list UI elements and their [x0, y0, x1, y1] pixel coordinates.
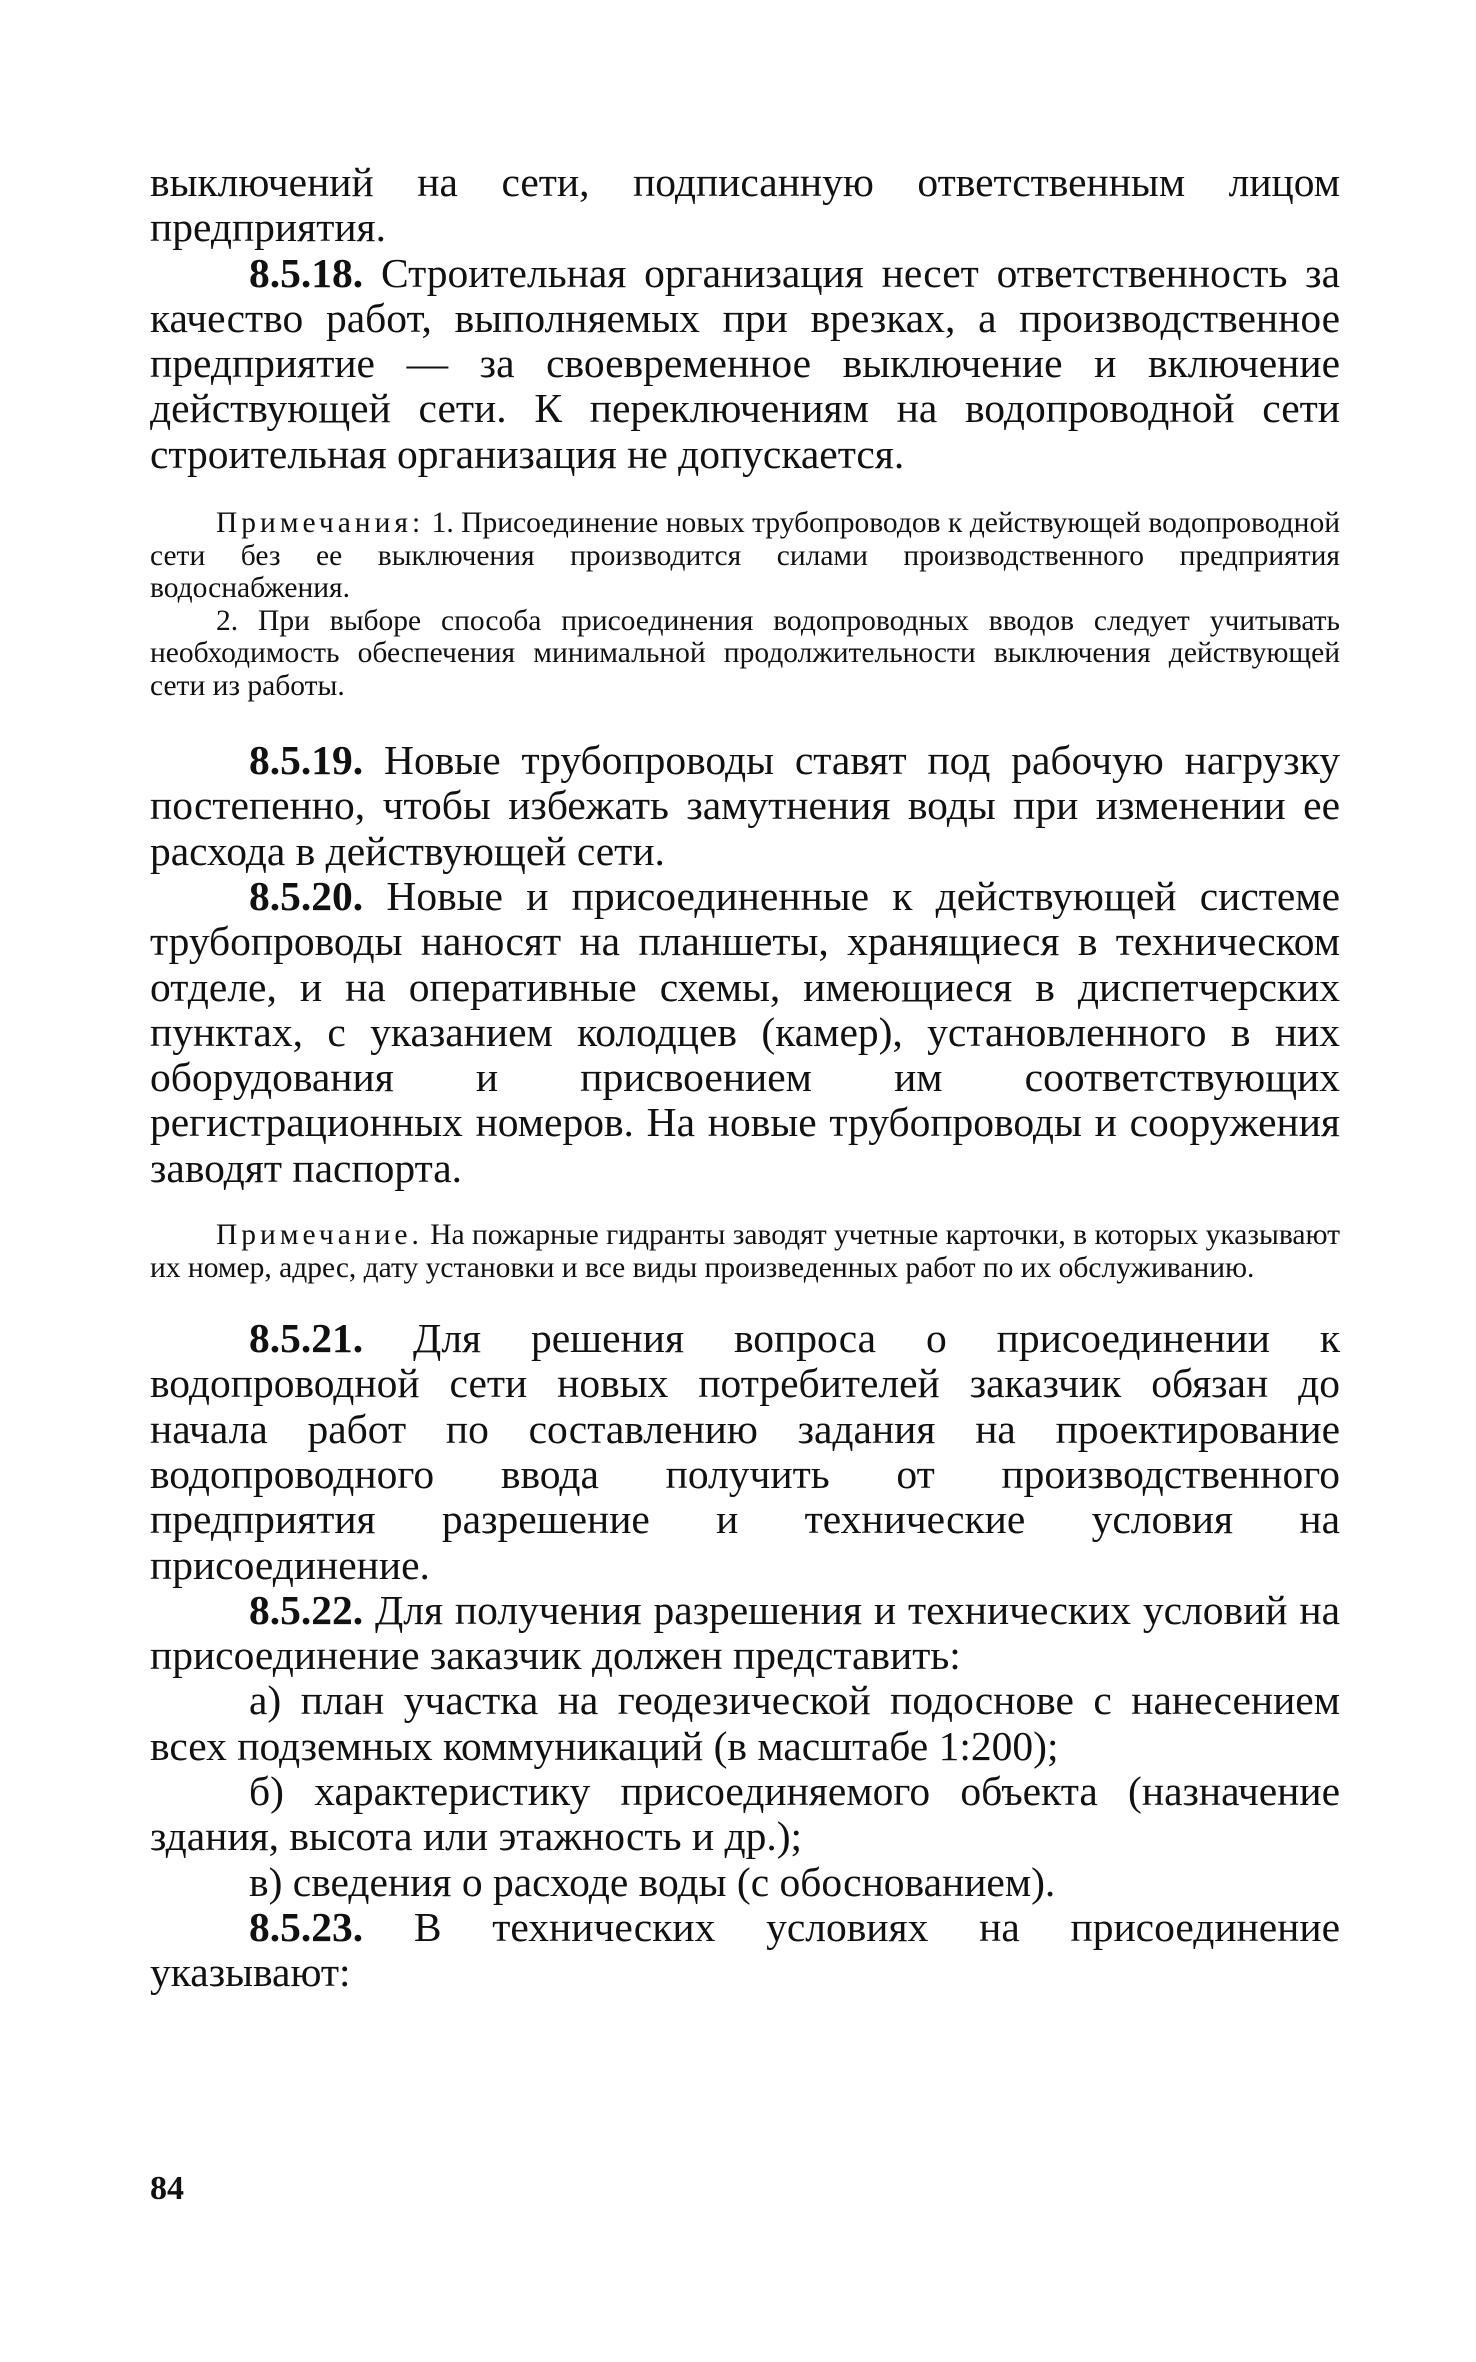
paragraph-intro: выключений на сети, подписанную ответственным лицом предприятия.: [150, 159, 1340, 251]
paragraph-8-5-20: [150, 874, 1340, 1191]
notes-block-1: [150, 507, 1340, 605]
section-number: 8.5.18.: [249, 249, 364, 296]
notes-label: Примечания:: [216, 507, 425, 540]
section-text: Новые трубопроводы ставят под рабочую нагрузку постепенно, чтобы избежать замутнения воды при изменении ее расхода в действующей сети.: [150, 737, 1340, 874]
paragraph-8-5-22: [150, 1588, 1340, 1679]
document-page: [150, 160, 1340, 1996]
section-number: 8.5.19.: [249, 737, 364, 784]
note-item-2: 2. При выборе способа присоединения водопроводных вводов следует учитывать необходимость обеспечения минимальной продолжительности выключения действующей сети из работы.: [150, 604, 1340, 702]
notes-block-2: [150, 1219, 1340, 1284]
section-text: Для решения вопроса о присоединении к водопроводной сети новых потребителей заказчик обязан до начала работ по составлению задания на проектирование водопроводного ввода получить от производственного предприятия разрешение и технические условия на присоединение.: [150, 1315, 1340, 1588]
page-number: 84: [150, 2170, 184, 2207]
list-item-a: а) план участка на геодезической подоснове с нанесением всех подземных коммуникаций (в масштабе 1:200);: [150, 1677, 1340, 1769]
section-number: 8.5.22.: [249, 1586, 364, 1633]
notes-label: Примечание.: [216, 1219, 423, 1252]
section-text: Новые и присоединенные к действующей системе трубопроводы наносят на планшеты, хранящиеся в техническом отделе, и на оперативные схемы, имеющиеся в диспетчерских пунктах, с указанием колодцев (камер), установленного в них оборудования и присвоением им соответствующих регистрационных номеров. На новые трубопроводы и сооружения заводят паспорта.: [150, 872, 1340, 1191]
paragraph-8-5-18: [150, 251, 1340, 477]
section-number: 8.5.21.: [249, 1315, 364, 1362]
section-text: В технических условиях на присоединение указывают:: [150, 1903, 1340, 1996]
note-item-1: 1. Присоединение новых трубопроводов к действующей водопроводной сети без ее выключения производится силами производственного предприятия водоснабжения.: [150, 507, 1340, 605]
paragraph-8-5-21: [150, 1316, 1340, 1588]
section-number: 8.5.20.: [249, 872, 364, 919]
note-text: На пожарные гидранты заводят учетные карточки, в которых указывают их номер, адрес, дату установки и все виды произведенных работ по их обслуживанию.: [150, 1219, 1340, 1284]
list-item-c: в) сведения о расходе воды (с обоснованием).: [249, 1858, 1056, 1905]
paragraph-8-5-23: [150, 1905, 1340, 1996]
paragraph-8-5-19: [150, 738, 1340, 874]
section-number: 8.5.23.: [249, 1903, 364, 1950]
list-item-b: б) характеристику присоединяемого объекта (назначение здания, высота или этажность и др.);: [150, 1768, 1340, 1860]
section-text: Для получения разрешения и технических условий на присоединение заказчик должен представить:: [150, 1586, 1340, 1679]
section-text: Строительная организация несет ответственность за качество работ, выполняемых при врезках, а производственное предприятие — за своевременное выключение и включение действующей сети. К переключениям на водопроводной сети строительная организация не допускается.: [150, 249, 1340, 477]
